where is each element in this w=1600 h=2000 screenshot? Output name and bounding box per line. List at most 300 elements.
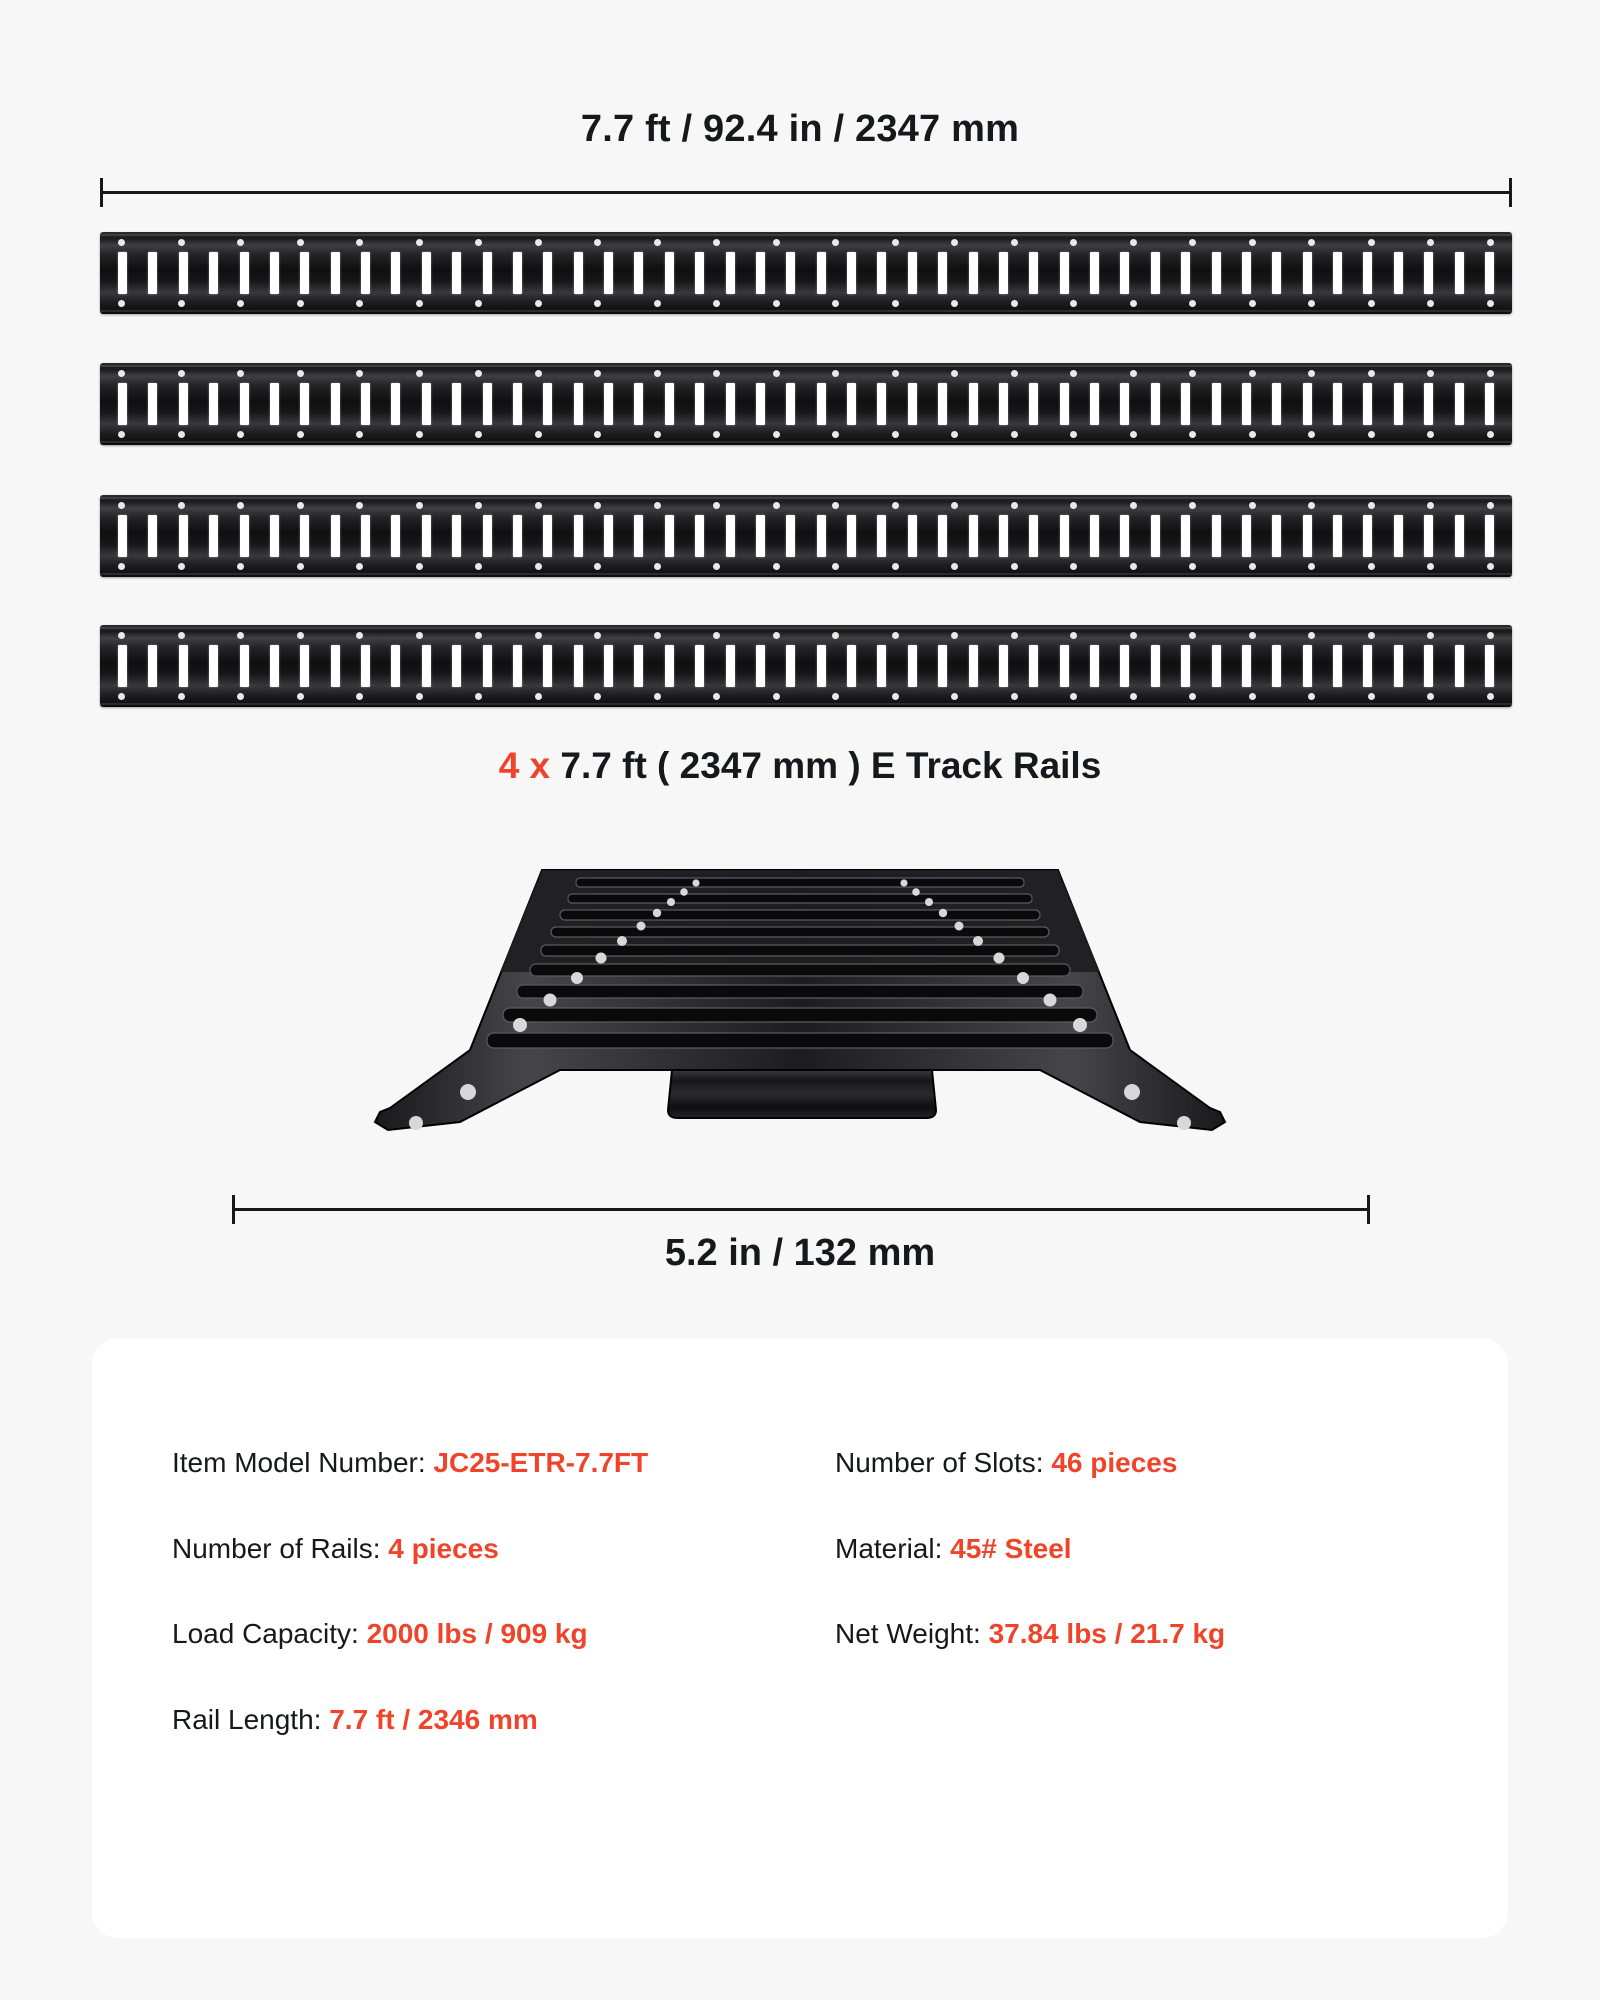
dimension-tick-right — [1367, 1195, 1370, 1224]
rail-mounting-hole — [356, 431, 363, 438]
rail-mounting-hole — [892, 502, 899, 509]
rail-slot — [361, 252, 370, 294]
spec-label: Material: — [835, 1532, 951, 1564]
rail-slot — [786, 515, 795, 557]
rail-slot — [1333, 515, 1342, 557]
rail-mounting-hole — [178, 563, 185, 570]
rail-mounting-hole — [416, 239, 423, 246]
rail-slot — [331, 645, 340, 687]
spec-value: 2000 lbs / 909 kg — [366, 1618, 588, 1650]
rail-slot — [1272, 383, 1281, 425]
rail-slot — [756, 515, 765, 557]
spec-value: 46 pieces — [1051, 1447, 1178, 1478]
rail-slot — [1212, 383, 1221, 425]
rail-mounting-hole — [832, 239, 839, 246]
rail-slot — [391, 645, 400, 687]
rail-slot — [240, 383, 249, 425]
rail-mounting-hole — [297, 632, 304, 639]
rail-slot — [179, 252, 188, 294]
rail-mounting-hole — [356, 300, 363, 307]
spec-label: Net Weight: — [835, 1618, 989, 1650]
rail-mounting-hole — [1249, 431, 1256, 438]
rail-slot — [543, 383, 552, 425]
rail-mounting-hole — [832, 632, 839, 639]
spec-value: JC25-ETR-7.7FT — [433, 1447, 649, 1478]
spec-value: 7.7 ft / 2346 mm — [329, 1703, 538, 1735]
rail-mounting-hole — [118, 693, 125, 700]
rail-mounting-hole — [535, 563, 542, 570]
rail-slot — [391, 383, 400, 425]
rail-mounting-hole — [356, 370, 363, 377]
rail-slot — [483, 645, 492, 687]
rail-mounting-hole — [1427, 300, 1434, 307]
rail-mounting-hole — [1427, 239, 1434, 246]
rail-mounting-hole — [1368, 693, 1375, 700]
rail-slot — [513, 383, 522, 425]
rail-mounting-hole — [475, 239, 482, 246]
rail-slot — [1303, 645, 1312, 687]
rail-mounting-hole — [1189, 563, 1196, 570]
rail-slot — [908, 252, 917, 294]
rail-mounting-hole — [594, 239, 601, 246]
rail-slot — [483, 383, 492, 425]
rail-slot — [331, 252, 340, 294]
spec-item-empty — [835, 1703, 1458, 1737]
rail-mounting-hole — [951, 632, 958, 639]
rail-slot — [969, 515, 978, 557]
rail-mounting-hole — [1308, 370, 1315, 377]
rail-mounting-hole — [1249, 563, 1256, 570]
rail-mounting-hole — [1070, 693, 1077, 700]
rail-slot — [543, 252, 552, 294]
rail-slot — [847, 645, 856, 687]
rail-slot — [1090, 252, 1099, 294]
rail-mounting-hole — [713, 300, 720, 307]
rail-slot — [1151, 645, 1160, 687]
spec-value: 45# Steel — [950, 1532, 1072, 1564]
rail-slot — [300, 252, 309, 294]
rail-slot — [209, 383, 218, 425]
rail-slot — [1485, 383, 1494, 425]
rail-mounting-hole — [1130, 502, 1137, 509]
rail-slot — [1212, 252, 1221, 294]
rail-mounting-hole — [594, 370, 601, 377]
rail-mounting-hole — [594, 693, 601, 700]
rail-mounting-hole — [773, 693, 780, 700]
rail-slot — [604, 252, 613, 294]
rail-mounting-hole — [594, 431, 601, 438]
rail-slot — [756, 252, 765, 294]
rail-mounting-hole — [773, 431, 780, 438]
rail-slot — [756, 645, 765, 687]
rail-mounting-hole — [1427, 563, 1434, 570]
rail-mounting-hole — [832, 563, 839, 570]
rail-mounting-hole — [237, 632, 244, 639]
rail-mounting-hole — [178, 502, 185, 509]
rail-slot — [908, 515, 917, 557]
spec-value: 37.84 lbs / 21.7 kg — [988, 1618, 1226, 1650]
rail-mounting-hole — [1368, 632, 1375, 639]
rail-mounting-hole — [832, 370, 839, 377]
rail-slot — [938, 383, 947, 425]
rail-mounting-hole — [297, 431, 304, 438]
rail-slot — [634, 515, 643, 557]
rail-mounting-hole — [475, 370, 482, 377]
rail-slot — [452, 252, 461, 294]
rail-mounting-hole — [535, 693, 542, 700]
rail-slot — [513, 252, 522, 294]
rail-slot — [179, 515, 188, 557]
rail-mounting-hole — [416, 693, 423, 700]
rail-mounting-hole — [416, 370, 423, 377]
rail-mounting-hole — [1368, 563, 1375, 570]
rail-mounting-hole — [832, 502, 839, 509]
rail-mounting-hole — [356, 563, 363, 570]
rail-slot — [179, 645, 188, 687]
rail-mounting-hole — [951, 300, 958, 307]
rail-mounting-hole — [594, 563, 601, 570]
rail-slot — [452, 645, 461, 687]
rail-mounting-hole — [1249, 370, 1256, 377]
rail-slot — [756, 383, 765, 425]
rail-slot — [179, 383, 188, 425]
rail-slot — [1424, 252, 1433, 294]
rail-edge-highlight — [100, 234, 1512, 236]
rail-slot — [695, 252, 704, 294]
rail-slot — [1029, 252, 1038, 294]
rail-mounting-hole — [1308, 300, 1315, 307]
rail-mounting-hole — [951, 431, 958, 438]
rail-slot — [726, 515, 735, 557]
rail-mounting-hole — [713, 632, 720, 639]
rail-mounting-hole — [1487, 502, 1494, 509]
spec-label: Item Model Number: — [172, 1447, 434, 1478]
rail-slot — [969, 645, 978, 687]
rail-edge-highlight — [100, 627, 1512, 629]
rail-mounting-hole — [594, 632, 601, 639]
e-track-rail — [100, 495, 1512, 577]
rail-mounting-hole — [773, 300, 780, 307]
rail-mounting-hole — [297, 502, 304, 509]
rail-mounting-hole — [475, 431, 482, 438]
rail-slot — [270, 515, 279, 557]
rail-slot — [1120, 252, 1129, 294]
rail-slot-row — [118, 514, 1494, 558]
rail-slot — [452, 383, 461, 425]
rail-slot — [1424, 645, 1433, 687]
rail-mounting-hole — [1130, 300, 1137, 307]
rail-slot — [1151, 515, 1160, 557]
rail-mounting-hole — [1308, 632, 1315, 639]
rail-mounting-hole — [297, 300, 304, 307]
rail-mounting-hole — [1368, 239, 1375, 246]
rail-hole-row-top — [118, 502, 1494, 509]
rail-slot — [209, 252, 218, 294]
rail-mounting-hole — [1249, 239, 1256, 246]
bracket-width-dimension-label: 5.2 in / 132 mm — [664, 1232, 936, 1274]
rail-mounting-hole — [1368, 502, 1375, 509]
rail-slot — [1272, 645, 1281, 687]
rail-mounting-hole — [1308, 502, 1315, 509]
rail-slot — [483, 252, 492, 294]
rail-mounting-hole — [892, 300, 899, 307]
rail-mounting-hole — [118, 300, 125, 307]
rail-mounting-hole — [178, 239, 185, 246]
rail-edge-shadow — [100, 310, 1512, 312]
rail-mounting-hole — [1130, 239, 1137, 246]
rail-mounting-hole — [178, 300, 185, 307]
rail-slot — [1120, 383, 1129, 425]
rail-hole-row-bottom — [118, 300, 1494, 307]
rail-slot — [938, 515, 947, 557]
rail-mounting-hole — [892, 431, 899, 438]
rail-slot — [665, 383, 674, 425]
rail-mounting-hole — [1070, 239, 1077, 246]
rail-mounting-hole — [356, 632, 363, 639]
rail-mounting-hole — [237, 300, 244, 307]
rail-edge-highlight — [100, 497, 1512, 499]
rail-mounting-hole — [237, 239, 244, 246]
rail-mounting-hole — [118, 502, 125, 509]
rail-slot — [452, 515, 461, 557]
rail-slot — [1485, 252, 1494, 294]
rail-mounting-hole — [118, 239, 125, 246]
rail-mounting-hole — [1427, 693, 1434, 700]
rail-slot — [665, 252, 674, 294]
rails-caption — [0, 745, 1600, 787]
rail-mounting-hole — [1189, 370, 1196, 377]
spec-label: Number of Slots: — [835, 1447, 1052, 1478]
rail-slot — [513, 645, 522, 687]
rail-mounting-hole — [535, 502, 542, 509]
rail-mounting-hole — [654, 431, 661, 438]
rail-mounting-hole — [1189, 239, 1196, 246]
rail-mounting-hole — [1249, 632, 1256, 639]
rail-slot — [361, 515, 370, 557]
spec-item — [172, 1446, 795, 1480]
rail-mounting-hole — [237, 693, 244, 700]
rail-mounting-hole — [416, 431, 423, 438]
rail-mounting-hole — [535, 370, 542, 377]
rail-mounting-hole — [1011, 693, 1018, 700]
rail-slot-row — [118, 644, 1494, 688]
rail-mounting-hole — [1070, 502, 1077, 509]
rail-mounting-hole — [951, 502, 958, 509]
rail-mounting-hole — [1308, 239, 1315, 246]
rail-mounting-hole — [178, 431, 185, 438]
rail-slot — [1120, 645, 1129, 687]
rail-mounting-hole — [654, 632, 661, 639]
rail-mounting-hole — [1130, 693, 1137, 700]
rail-mounting-hole — [118, 370, 125, 377]
rail-mounting-hole — [475, 693, 482, 700]
spec-item — [172, 1617, 795, 1651]
rail-slot — [877, 252, 886, 294]
rail-slot — [300, 515, 309, 557]
rail-mounting-hole — [475, 300, 482, 307]
rail-slot — [1090, 645, 1099, 687]
rail-slot — [1455, 515, 1464, 557]
rail-slot — [391, 515, 400, 557]
rail-mounting-hole — [951, 563, 958, 570]
spec-label: Load Capacity: — [172, 1618, 367, 1650]
rail-mounting-hole — [1011, 632, 1018, 639]
rail-hole-row-top — [118, 239, 1494, 246]
rail-slot — [1394, 383, 1403, 425]
rail-mounting-hole — [1487, 239, 1494, 246]
rail-slot — [634, 252, 643, 294]
rail-mounting-hole — [1308, 693, 1315, 700]
rail-slot — [543, 645, 552, 687]
rail-slot — [1333, 645, 1342, 687]
rail-mounting-hole — [1070, 370, 1077, 377]
spec-item — [172, 1703, 795, 1737]
rail-mounting-hole — [773, 370, 780, 377]
rail-slot — [726, 252, 735, 294]
rail-slot — [209, 645, 218, 687]
specifications-card — [92, 1338, 1508, 1938]
rail-slot — [1090, 383, 1099, 425]
rail-mounting-hole — [1011, 300, 1018, 307]
rail-mounting-hole — [1070, 431, 1077, 438]
rail-slot — [1242, 252, 1251, 294]
rail-mounting-hole — [773, 563, 780, 570]
rail-slot — [422, 515, 431, 557]
rail-slot — [938, 645, 947, 687]
rail-mounting-hole — [594, 502, 601, 509]
rail-mounting-hole — [1130, 431, 1137, 438]
rail-mounting-hole — [118, 431, 125, 438]
rail-slot — [877, 515, 886, 557]
rail-slot — [999, 645, 1008, 687]
rail-slot-row — [118, 251, 1494, 295]
rail-mounting-hole — [416, 300, 423, 307]
e-track-rail — [100, 232, 1512, 314]
rail-slot — [634, 645, 643, 687]
spec-item — [172, 1532, 795, 1566]
rail-mounting-hole — [654, 300, 661, 307]
rail-edge-shadow — [100, 441, 1512, 443]
rail-slot — [1060, 515, 1069, 557]
rail-mounting-hole — [1189, 431, 1196, 438]
rail-slot — [1394, 515, 1403, 557]
rail-mounting-hole — [178, 370, 185, 377]
rail-mounting-hole — [892, 370, 899, 377]
rail-slot — [817, 383, 826, 425]
rail-slot — [118, 383, 127, 425]
rail-mounting-hole — [1308, 431, 1315, 438]
rail-slot — [1424, 515, 1433, 557]
rail-slot — [391, 252, 400, 294]
rail-hole-row-bottom — [118, 563, 1494, 570]
rail-slot — [695, 645, 704, 687]
rail-hole-row-bottom — [118, 693, 1494, 700]
rail-slot — [786, 252, 795, 294]
e-track-rail — [100, 625, 1512, 707]
rail-hole-row-top — [118, 632, 1494, 639]
rail-slot — [1181, 252, 1190, 294]
rail-mounting-hole — [1189, 300, 1196, 307]
rail-slot — [148, 645, 157, 687]
rail-slot — [604, 383, 613, 425]
e-track-bracket-illustration — [220, 840, 1380, 1170]
spec-item — [835, 1532, 1458, 1566]
rail-slot — [1333, 383, 1342, 425]
rail-slot — [1090, 515, 1099, 557]
rail-slot — [1394, 645, 1403, 687]
rail-mounting-hole — [118, 563, 125, 570]
rail-slot — [1485, 515, 1494, 557]
rail-slot — [1455, 252, 1464, 294]
dimension-bar — [100, 191, 1512, 194]
rail-mounting-hole — [237, 370, 244, 377]
rail-mounting-hole — [832, 300, 839, 307]
rail-slot — [1363, 645, 1372, 687]
rail-mounting-hole — [535, 431, 542, 438]
rail-slot — [1029, 645, 1038, 687]
rail-mounting-hole — [1189, 693, 1196, 700]
rail-mounting-hole — [951, 693, 958, 700]
rail-slot — [1120, 515, 1129, 557]
dimension-bar — [232, 1208, 1370, 1211]
rail-mounting-hole — [951, 239, 958, 246]
rail-slot — [1363, 252, 1372, 294]
rail-slot — [331, 383, 340, 425]
rail-mounting-hole — [1249, 693, 1256, 700]
rail-slot — [1181, 645, 1190, 687]
rail-mounting-hole — [1130, 370, 1137, 377]
rail-mounting-hole — [1487, 632, 1494, 639]
rail-slot — [240, 645, 249, 687]
spec-value: 4 pieces — [388, 1532, 499, 1564]
rail-slot — [1303, 252, 1312, 294]
rail-mounting-hole — [1130, 632, 1137, 639]
rail-mounting-hole — [654, 502, 661, 509]
rail-mounting-hole — [1427, 431, 1434, 438]
rail-edge-shadow — [100, 703, 1512, 705]
rail-mounting-hole — [713, 502, 720, 509]
rail-slot — [908, 383, 917, 425]
rail-slot — [1029, 383, 1038, 425]
rail-mounting-hole — [1368, 370, 1375, 377]
rail-mounting-hole — [1011, 502, 1018, 509]
rail-slot — [999, 252, 1008, 294]
rail-slot — [148, 383, 157, 425]
rail-slot — [118, 515, 127, 557]
rail-mounting-hole — [773, 239, 780, 246]
rail-mounting-hole — [356, 239, 363, 246]
rail-slot — [665, 515, 674, 557]
rail-mounting-hole — [416, 502, 423, 509]
rail-slot — [726, 645, 735, 687]
rail-slot — [331, 515, 340, 557]
rail-slot — [695, 515, 704, 557]
rail-slot — [1363, 383, 1372, 425]
rail-slot — [361, 645, 370, 687]
rail-slot — [1181, 515, 1190, 557]
rail-slot — [1151, 383, 1160, 425]
rail-slot — [1394, 252, 1403, 294]
rail-slot — [1242, 515, 1251, 557]
rails-caption-text: 7.7 ft ( 2347 mm ) E Track Rails — [560, 745, 1102, 786]
rail-mounting-hole — [892, 239, 899, 246]
e-track-rail — [100, 363, 1512, 445]
dimension-tick-right — [1509, 178, 1512, 207]
rail-slot — [847, 515, 856, 557]
rail-mounting-hole — [1070, 300, 1077, 307]
rail-slot — [817, 645, 826, 687]
rail-slot — [513, 515, 522, 557]
